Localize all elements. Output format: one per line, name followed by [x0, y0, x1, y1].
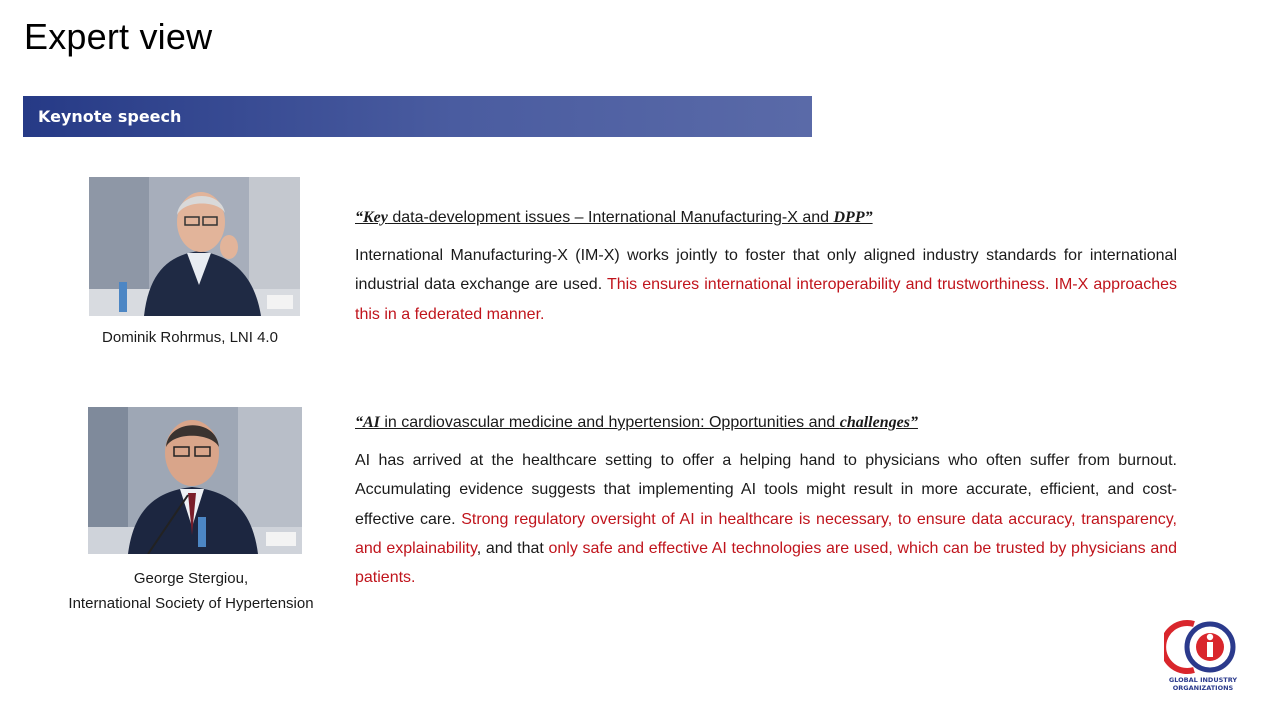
talk-title-stergiou — [355, 414, 918, 432]
abstract-highlight: This ensures international interoperability and trustworthiness. IM-X approaches this in a federated manner. — [355, 276, 1177, 323]
talk-title-close: DPP” — [833, 209, 873, 226]
speaker-affiliation: International Society of Hypertension — [68, 595, 314, 612]
talk-title-open: “Key — [355, 209, 388, 226]
talk-title-open: “AI — [355, 414, 380, 431]
page-title: Expert view — [24, 16, 213, 57]
speaker-caption-stergiou — [50, 566, 332, 616]
abstract-text: International Manufacturing-X (IM-X) works jointly to foster that only aligned industry standards for international industrial data exchange are used. — [355, 247, 1177, 294]
abstract-text: AI has arrived at the healthcare setting to offer a helping hand to physicians who often suffer from burnout. Accumulating evidence suggests that implementing AI tools might result in more accurate, efficient, and cost-effective care. — [355, 452, 1177, 528]
speaker-caption-rohrmus: Dominik Rohrmus, LNI 4.0 — [102, 329, 278, 346]
talk-title-close: challenges” — [839, 414, 918, 431]
speaker-photo-stergiou — [88, 407, 302, 554]
abstract-text: , and that — [476, 539, 549, 557]
gio-logo-text — [1164, 676, 1242, 692]
speaker-name: George Stergiou, — [133, 570, 249, 587]
talk-title-mid: in cardiovascular medicine and hypertension: Opportunities and — [379, 414, 840, 431]
talk-title-rohrmus — [355, 209, 873, 227]
logo-line2: ORGANIZATIONS — [1172, 684, 1234, 692]
talk-abstract-rohrmus — [355, 241, 1177, 329]
gio-logo — [1164, 618, 1242, 694]
abstract-highlight: only safe and effective AI technologies are used, which can be trusted by physicians and patients. — [355, 539, 1178, 587]
abstract-highlight: Strong regulatory oversight of AI in healthcare is necessary, to ensure data accuracy, transparency, and explainability — [355, 510, 1177, 557]
talk-abstract-stergiou — [355, 446, 1177, 592]
keynote-banner — [23, 96, 812, 137]
logo-line1: GLOBAL INDUSTRY — [1168, 676, 1238, 684]
gio-logo-mark-icon — [1164, 618, 1242, 676]
keynote-label: Keynote speech — [38, 107, 182, 126]
talk-title-mid: data-development issues – International Manufacturing-X and — [387, 209, 834, 226]
speaker-photo-rohrmus — [89, 177, 300, 316]
